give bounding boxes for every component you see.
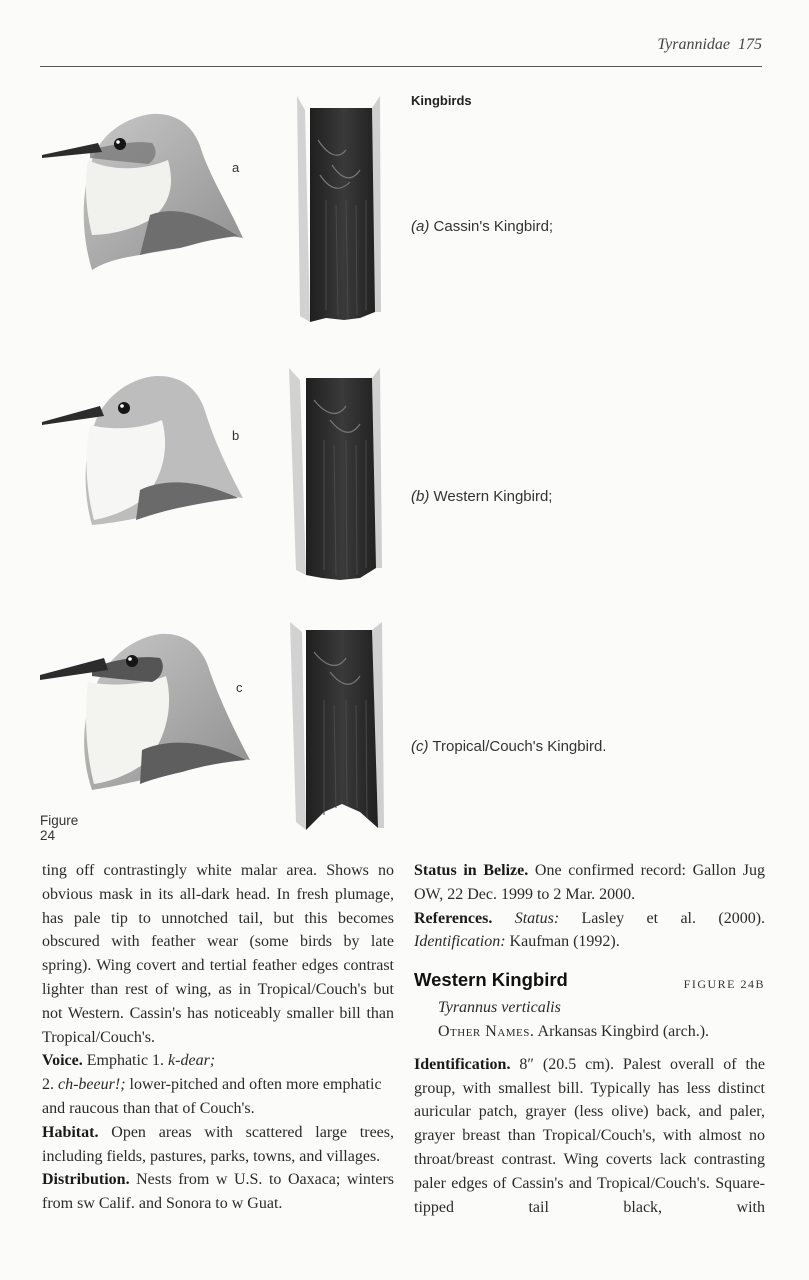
voice-1-prefix: Emphatic 1. — [86, 1052, 165, 1070]
figure-title: Kingbirds — [411, 93, 472, 108]
ref-status-label: Status: — [514, 909, 560, 927]
status-label: Status in Belize. — [414, 862, 529, 879]
ref-status-text: Lasley et al. (2000). — [581, 909, 766, 927]
caption-b-letter: (b) — [411, 488, 430, 505]
voice-2-call: ch-beeur!; — [58, 1076, 126, 1094]
species-name: Western Kingbird — [414, 969, 568, 991]
identification-paragraph — [414, 1053, 765, 1220]
bird-head-western — [42, 376, 243, 525]
panel-letter-c: c — [236, 680, 243, 695]
voice-1-call: k-dear; — [168, 1052, 216, 1070]
ref-ident-text: Kaufman (1992). — [509, 933, 620, 951]
identification-text: 8″ (20.5 cm). Palest overall of the group, with smallest bill. Typically has less distinct auricular patch, grayer (less olive) back, and paler, grayer breast than Tropical/Couch's, with almost no throat/breast contrast. Wing coverts lack contrasting paler edges of Cassin's and Tropical/Couch's. Square-tipped tail black, with — [414, 1055, 766, 1216]
distribution-label: Distribution. — [42, 1171, 130, 1189]
caption-c-text: Tropical/Couch's Kingbird. — [432, 738, 607, 755]
caption-a-letter: (a) — [411, 218, 430, 235]
references-label: References. — [414, 909, 493, 927]
panel-letter-a: a — [232, 160, 240, 175]
cassins-identification-continued: ting off contrastingly white malar area. Shows no obvious mask in its all-dark head. In fresh plumage, has pale tip to unnotched tail, but this becomes obscured with feather wear (some birds by late spring). Wing covert and tertial feather edges contrast lighter than rest of wing, as in Tropical/Couch's but not Western. Cassin's has noticeably smaller bill than Tropical/Couch's. — [42, 862, 394, 1046]
caption-b — [411, 488, 552, 505]
status-text: One confirmed record: Gallon Jug OW, 22 Dec. 1999 to 2 Mar. 2000. — [414, 862, 766, 903]
bird-head-cassins — [42, 114, 243, 270]
species-figure-ref: FIGURE 24B — [683, 977, 765, 992]
habitat-label: Habitat. — [42, 1123, 99, 1141]
distribution-text: Nests from w U.S. to Oaxaca; winters from sw Calif. and Sonora to w Guat. — [42, 1171, 394, 1213]
caption-a — [411, 218, 553, 235]
scientific-name: Tyrannus verticalis — [438, 999, 561, 1017]
habitat-text: Open areas with scattered large trees, including fields, pastures, parks, towns, and villages. — [42, 1123, 395, 1165]
caption-c — [411, 738, 606, 755]
caption-c-letter: (c) — [411, 738, 429, 755]
bird-head-tropical — [40, 634, 250, 790]
references-paragraph — [414, 907, 765, 955]
voice-label: Voice. — [42, 1052, 83, 1070]
other-names-label: Other Names. — [438, 1022, 535, 1040]
voice-2-prefix: 2. — [42, 1076, 54, 1094]
other-names-paragraph — [414, 1020, 765, 1044]
voice-paragraph — [42, 1049, 394, 1120]
identification-label: Identification. — [414, 1055, 511, 1073]
ref-ident-label: Identification: — [414, 933, 506, 951]
voice-2-text: lower-pitched and often more emphatic and raucous than that of Couch's. — [42, 1076, 382, 1117]
distribution-paragraph — [42, 1168, 394, 1216]
left-column — [42, 859, 394, 1216]
tail-tropical — [290, 622, 384, 830]
caption-b-text: Western Kingbird; — [433, 488, 553, 505]
habitat-paragraph — [42, 1121, 394, 1169]
figure-label: Figure 24 — [40, 813, 79, 843]
running-head-title: Tyrannidae — [657, 36, 730, 53]
status-paragraph — [414, 859, 765, 907]
right-column — [414, 859, 765, 1219]
species-heading — [414, 968, 765, 996]
tail-cassins — [297, 96, 381, 322]
caption-a-text: Cassin's Kingbird; — [433, 218, 554, 235]
tail-western — [289, 368, 382, 580]
panel-letter-b: b — [232, 428, 240, 443]
other-names-text: Arkansas Kingbird (arch.). — [537, 1022, 710, 1040]
page-number: 175 — [738, 36, 762, 53]
